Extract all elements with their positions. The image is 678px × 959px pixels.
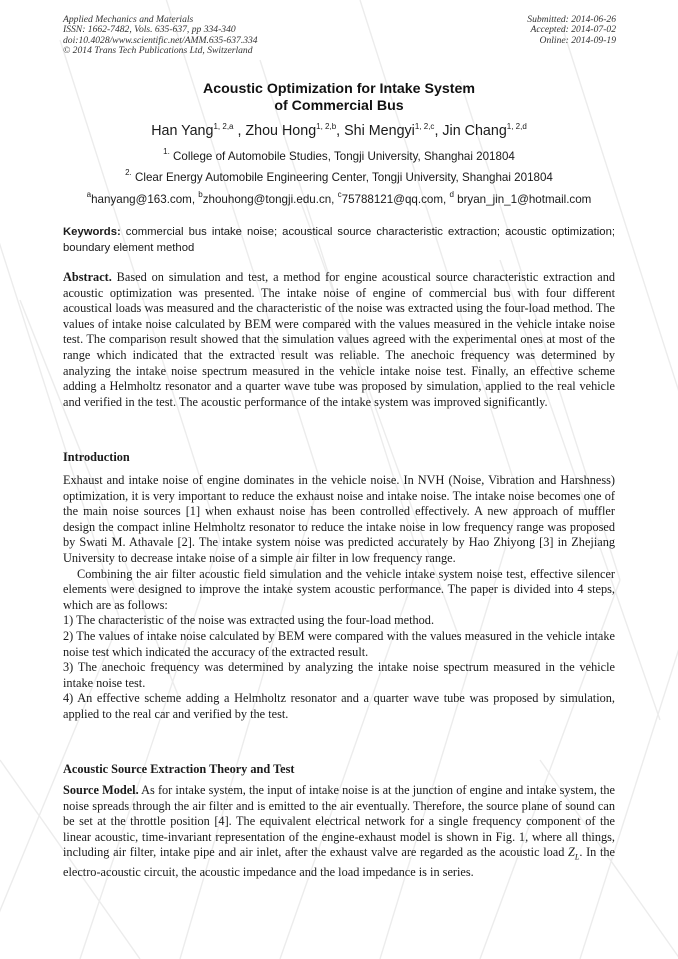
email-marker: c <box>337 190 342 199</box>
title-line-1: Acoustic Optimization for Intake System <box>203 81 475 97</box>
introduction-body <box>63 473 615 723</box>
journal-name: Applied Mechanics and Materials <box>63 14 194 25</box>
title-line-2: of Commercial Bus <box>274 98 404 114</box>
affiliation-2 <box>0 168 678 185</box>
source-model-text-end: . In the electro-acoustic circuit, the acoustic impedance and the load impedance is in series. <box>63 845 615 880</box>
author-name: Zhou Hong <box>245 123 317 139</box>
load-impedance-subscript: L <box>574 852 580 862</box>
abstract-block <box>63 270 615 410</box>
affiliation-marker: 1. <box>163 147 170 156</box>
submitted-date: Submitted: 2014-06-26 <box>527 14 616 25</box>
author-superscript: 1, 2,d <box>506 122 527 131</box>
abstract-label: Abstract. <box>63 270 112 284</box>
author-name: Jin Chang <box>442 123 507 139</box>
affiliation-1 <box>0 147 678 164</box>
source-section-heading: Acoustic Source Extraction Theory and Test <box>63 762 295 776</box>
email-address[interactable]: hanyang@163.com, <box>91 193 199 206</box>
intro-step-1: 1) The characteristic of the noise was extracted using the four-load method. <box>63 613 435 628</box>
affiliation-marker: 2. <box>125 168 132 177</box>
issn-line: ISSN: 1662-7482, Vols. 635-637, pp 334-340 <box>63 24 236 36</box>
copyright-line: © 2014 Trans Tech Publications Ltd, Switzerland <box>63 45 253 57</box>
online-date: Online: 2014-09-19 <box>539 34 616 46</box>
affiliation-text: Clear Energy Automobile Engineering Center, Tongji University, Shanghai 201804 <box>135 171 553 184</box>
keywords-block <box>63 225 615 256</box>
author-superscript: 1, 2,a <box>213 122 234 131</box>
email-address[interactable]: bryan_jin_1@hotmail.com <box>453 193 592 206</box>
source-model-text: As for intake system, the input of intake noise is at the junction of engine and intake system, the noise spreads through the air filter and is emitted to the air eventually. Therefore, the source plane of sound can be set at the throttle position [4]. The equivalent electrical network for a single frequency component of the linear acoustic, time-invariant representation of the engine-exhaust model is shown in Fig. 1, where all things, including air filter, intake pipe and air inlet, after the exhaust valve are regarded as the acoustic load <box>63 783 615 860</box>
journal-info <box>63 15 258 57</box>
email-marker: b <box>198 190 203 199</box>
introduction-heading: Introduction <box>63 450 130 464</box>
author-superscript: 1, 2,c <box>414 122 435 131</box>
intro-step-4: 4) An effective scheme adding a Helmholtz resonator and a quarter wave tube was proposed by simulation, applied to the real car and verified by the test. <box>63 691 615 721</box>
author-name: Shi Mengyi <box>344 123 415 139</box>
author-emails <box>0 190 678 207</box>
doi-line: doi:10.4028/www.scientific.net/AMM.635-637.334 <box>63 34 258 46</box>
email-marker: d <box>449 190 454 199</box>
email-marker: a <box>86 190 92 199</box>
author-list: Han Yang$^{1, 2,a}$ , Zhou Hong$^{1, 2,b}$, Shi Mengyi$^{1, 2,c}$, Jin Chang$^{1, 2,d}$ <box>151 122 527 139</box>
abstract-text: Based on simulation and test, a method for engine acoustical source characteristic extraction and acoustic optimization was presented. The intake noise of engine of commercial bus with four different acoustical loads was measured and the characteristic of the noise was extracted using the four-load method. The values of intake noise calculated by BEM were compared with the values measured in the vehicle intake noise test. The comparison result showed that the simulation values agreed with the experimental ones at most of the range which indicated that the extracted result was reliable. The anechoic frequency was determined by analyzing the intake noise spectrum measured in the vehicle intake noise test. Finally, an effective scheme adding a Helmholtz resonator and a quarter wave tube was proposed by simulation, applied to the real vehicle and verified in the test. The acoustic performance of the intake system was improved significantly. <box>63 270 615 409</box>
source-model-label: Source Model. <box>63 783 139 797</box>
keywords-text: commercial bus intake noise; acoustical source characteristic extraction; acoustic optimization; boundary element method <box>63 226 615 254</box>
author-superscript: 1, 2,b <box>316 122 337 131</box>
email-address[interactable]: zhouhong@tongji.edu.cn, <box>202 193 338 206</box>
accepted-date: Accepted: 2014-07-02 <box>530 24 616 36</box>
author-name: Han Yang <box>151 123 214 139</box>
intro-step-2: 2) The values of intake noise calculated by BEM were compared with the values measured in the vehicle intake noise test which indicated the accuracy of the extracted result. <box>63 628 615 659</box>
intro-step-3: 3) The anechoic frequency was determined by analyzing the intake noise spectrum measured in the vehicle intake noise test. <box>63 660 615 690</box>
keywords-label: Keywords: <box>63 226 121 238</box>
intro-paragraph-2: Combining the air filter acoustic field simulation and the vehicle intake system noise test, effective silencer elements were designed to improve the intake system acoustic performance. The paper is divided into 4 steps, which are as follows: <box>63 566 615 612</box>
affiliation-text: College of Automobile Studies, Tongji University, Shanghai 201804 <box>173 150 515 163</box>
load-impedance-symbol: Z <box>568 845 575 860</box>
publication-dates <box>527 15 616 46</box>
email-address[interactable]: 75788121@qq.com, <box>341 193 450 206</box>
source-model-paragraph <box>63 783 615 881</box>
intro-paragraph-1: Exhaust and intake noise of engine dominates in the vehicle noise. In NVH (Noise, Vibration and Harshness) optimization, it is very important to reduce the exhaust noise and intake noise. The intake noise becomes one of the main noise sources [1] when exhaust noise has been controlled effectively. A new approach of muffler design the compact inline Helmholtz resonator to reduce the intake noise in low frequency range was proposed by Swati M. Athavale [2]. The intake system noise was predicted accurately by Hao Zhiyong [3] in Zhejiang University to decrease intake noise of a simple air filter in low frequency range. <box>63 473 615 565</box>
paper-title <box>0 81 678 115</box>
